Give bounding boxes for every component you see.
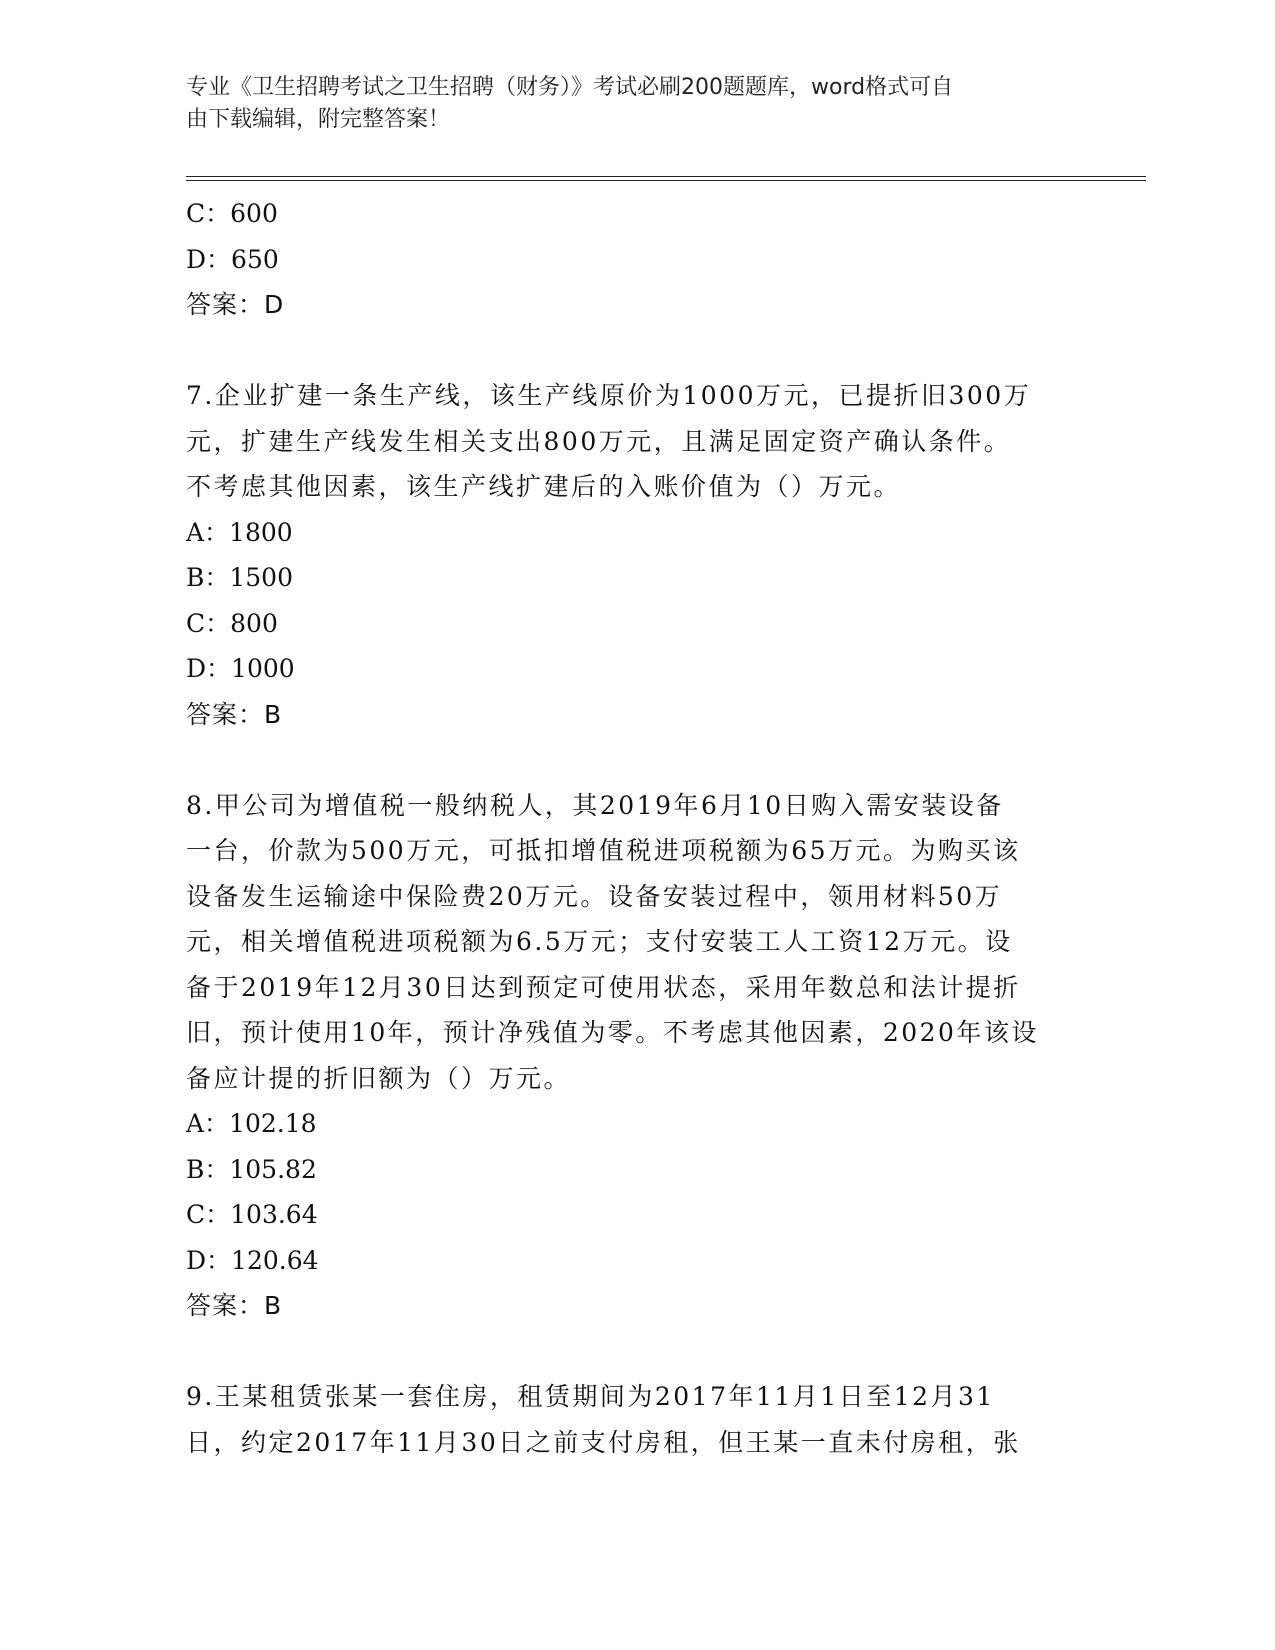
question-9: [186, 1374, 1086, 1465]
question-text-line: 9.王某租赁张某一套住房，租赁期间为2017年11月1日至12月31: [186, 1382, 995, 1411]
option-a: A：1800: [186, 517, 293, 547]
header-line-1: 专业《卫生招聘考试之卫生招聘（财务）》考试必刷200题题库，word格式可自: [186, 75, 954, 100]
option-d: D：1000: [186, 654, 295, 683]
question-text-line: 不考虑其他因素，该生产线扩建后的入账价值为（）万元。: [186, 472, 902, 501]
answer-line: 答案：B: [186, 699, 283, 729]
question-text-line: 设备发生运输途中保险费20万元。设备安装过程中，领用材料50万: [186, 881, 1003, 911]
header-line-2: 由下载编辑，附完整答案！: [186, 107, 451, 132]
option-d: D：650: [186, 244, 279, 274]
question-content: [186, 191, 1086, 1465]
spacer: [186, 1329, 1086, 1375]
question-8: [186, 783, 1086, 1329]
prev-question: [186, 191, 1086, 328]
option-c: C：600: [186, 199, 278, 228]
question-text-line: 一台，价款为500万元，可抵扣增值税进项税额为65万元。为购买该: [186, 836, 1021, 865]
spacer: [186, 737, 1086, 783]
question-text-line: 元，扩建生产线发生相关支出800万元，且满足固定资产确认条件。: [186, 426, 1012, 456]
option-b: B：1500: [186, 563, 293, 592]
option-c: C：103.64: [186, 1200, 318, 1229]
answer-line: 答案：B: [186, 1291, 283, 1320]
question-text-line: 7.企业扩建一条生产线，该生产线原价为1000万元，已提折旧300万: [186, 381, 1032, 410]
question-text-line: 备应计提的折旧额为（）万元。: [186, 1063, 572, 1093]
question-text-line: 备于2019年12月30日达到预定可使用状态，采用年数总和法计提折: [186, 972, 1021, 1002]
question-7: [186, 373, 1086, 737]
question-text-line: 元，相关增值税进项税额为6.5万元；支付安装工人工资12万元。设: [186, 927, 1013, 956]
question-text-line: 日，约定2017年11月30日之前支付房租，但王某一直未付房租，张: [186, 1427, 1021, 1457]
question-text-line: 8.甲公司为增值税一般纳税人，其2019年6月10日购入需安装设备: [186, 790, 1004, 820]
option-d: D：120.64: [186, 1245, 319, 1275]
answer-line: 答案：D: [186, 290, 285, 319]
option-a: A：102.18: [186, 1109, 317, 1138]
document-header: [186, 72, 1076, 136]
header-divider-bottom: [186, 180, 1146, 181]
header-divider-top: [186, 176, 1146, 177]
spacer: [186, 328, 1086, 374]
option-c: C：800: [186, 608, 278, 638]
question-text-line: 旧，预计使用10年，预计净残值为零。不考虑其他因素，2020年该设: [186, 1018, 1039, 1047]
option-b: B：105.82: [186, 1154, 317, 1184]
